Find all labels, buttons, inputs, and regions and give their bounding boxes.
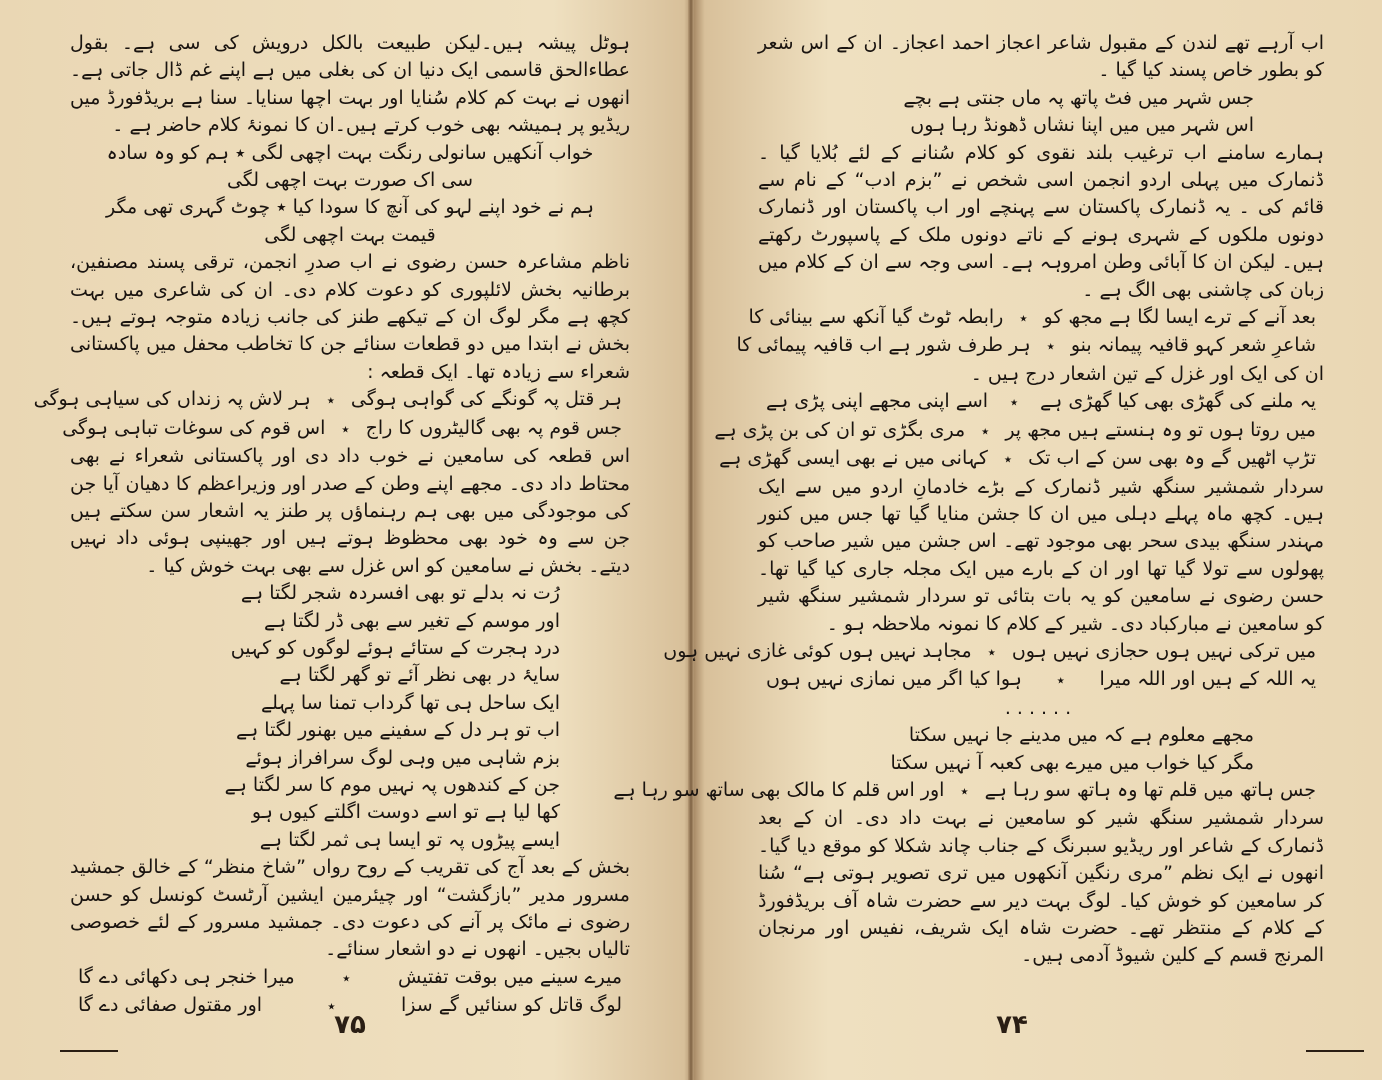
couplet (33, 386, 630, 414)
paragraph: سردار شمشیر سنگھ شیر ڈنمارک کے بڑے خادمانِ اردو میں سے ایک ہیں۔ کچھ ماہ پہلے دہلی میں ان کا جشن منایا گیا تھا جس میں کنور مہندر سنگھ بیدی سحر بھی موجود تھے۔ اس جشن میں شیر صاحب کو پھولوں سے تولا گیا تھا اور ان کے بارے میں ایک مجلہ جاری کیا گیا تھا۔ حسن رضوی نے سامعین کو یہ بات بتائی تو سردار شمشیر سنگھ شیر کو سامعین نے مبارکباد دی۔ شیر کے کلام کا نمونہ ملاحظہ ہو ۔ (758, 475, 1324, 635)
footer-rule (60, 1050, 118, 1052)
paragraph: اب آرہے تھے لندن کے مقبول شاعر اعجاز احمد اعجاز۔ ان کے اس شعر کو بطور خاص پسند کیا گیا ۔ (758, 32, 1324, 82)
misra-second: رابطہ ٹوٹ گیا آنکھ سے بینائی کا (748, 306, 1004, 329)
couplet (613, 777, 1324, 805)
misra-second: میرا خنجر ہی دکھائی دے گا (78, 965, 295, 988)
paragraph: سردار شمشیر سنگھ شیر کو سامعین نے بہت داد دی۔ ان کے بعد ڈنمارک کے شاعر اور ریڈیو سبرنگ کے جناب چاند شکلا کو موقع دیا گیا۔ انھوں نے ایک نظم ”مری رنگین آنکھوں میں تری تصویر ہوتی ہے“ سُنا کر سامعین کو خوش کیا۔ لوگ بہت دیر سے حضرت شاہ آف بریڈفورڈ کے کلام کے منتظر تھے۔ حضرت شاہ ایک شریف، نفیس اور مرنجان المرنج قسم کے کلین شیوڈ آدمی ہیں۔ (758, 807, 1324, 967)
misra-first: میرے سینے میں بوقت تفتیش (397, 965, 622, 988)
couplet-separator: ٭ (1056, 671, 1065, 690)
couplet (736, 332, 1324, 360)
couplet (663, 638, 1324, 666)
couplet-separator: ٭ (326, 391, 335, 410)
verse-line: ایسے پیڑوں پہ تو ایسا ہی ثمر لگتا ہے (259, 828, 560, 851)
left-page (0, 0, 690, 1080)
verse-line: بزم شاہی میں وہی لوگ سرافراز ہوئے (245, 746, 560, 769)
section-dots: ...... (1004, 696, 1078, 719)
verse-line: اس شہر میں میں اپنا نشاں ڈھونڈ رہا ہوں (910, 114, 1254, 137)
couplet-separator: ٭ (342, 968, 351, 987)
couplet (758, 388, 1324, 416)
misra-first: ہر قتل پہ گونگے کی گواہی ہوگی (350, 388, 622, 411)
couplet-separator: ٭ (960, 781, 969, 800)
paragraph: ہمارے سامنے اب ترغیب بلند نقوی کو کلام سُنانے کے لئے بُلایا گیا ۔ ڈنمارک میں پہلی اردو انجمن اسی شخص نے ”بزم ادب“ کے نام سے قائم کی ۔ یہ ڈنمارک پاکستان سے پہنچے اور اب پاکستان اور ڈنمارک دونوں ملکوں کے شہری ہونے کے ناتے دونوں ملک کے پاسپورٹ رکھتے ہیں۔ لیکن ان کا آبائی وطن امروہہ ہے۔ اسی وجہ سے ان کے کلام میں زبان کی چاشنی بھی الگ ہے ۔ (758, 141, 1324, 301)
misra-second: اور مقتول صفائی دے گا (78, 994, 263, 1017)
misra-second: اور اس قلم کا مالک بھی ساتھ سو رہا ہے (613, 778, 945, 801)
couplet-separator: ٭ (327, 997, 336, 1016)
misra-first: لوگ قاتل کو سنائیں گے سزا (400, 994, 622, 1017)
paragraph: ہوٹل پیشہ ہیں۔لیکن طبیعت بالکل درویش کی سی ہے۔ بقول عطاءالحق قاسمی ایک دنیا ان کی بغلی میں ہے اپنے غم ڈال جاتی ہے۔ انھوں نے بہت کم کلام سُنایا اور بہت اچھا سنایا۔ سنا ہے بریڈفورڈ میں ریڈیو پر ہمیشہ بھی خوب کرتے ہیں۔ان کا نمونۂ کلام حاضر ہے ۔ (70, 32, 630, 137)
paragraph: اس قطعہ کی سامعین نے خوب داد دی اور پاکستانی شعراء نے بھی محتاط داد دی۔ مجھے اپنے وطن کے صدر اور وزیراعظم کا دھیان آیا جن کی موجودگی میں بھی ہم رہنماؤں پر طنز یہ اشعار سن سکتے ہیں جن سے وہ خود بھی محظوظ ہوتے ہیں اور جھینپی ہوئی داد نہیں دیتے۔ بخش نے سامعین کو اس غزل سے بھی بہت خوش کیا ۔ (70, 445, 630, 577)
misra-first: یہ ملنے کی گھڑی بھی کیا گھڑی ہے (1040, 390, 1316, 413)
verse-line: ایک ساحل ہی تھا گرداب تمنا سا پہلے (261, 691, 560, 714)
couplet (62, 415, 630, 443)
verse-line: مگر کیا خواب میں میرے بھی کعبہ آ نہیں سکتا (890, 751, 1254, 774)
couplet (758, 666, 1324, 694)
couplet (719, 445, 1324, 473)
misra-first: میں روتا ہوں تو وہ ہنستے ہیں مجھ پر (1005, 418, 1316, 441)
verse-line: اب تو ہر دل کے سفینے میں بھنور لگتا ہے (235, 719, 560, 742)
misra-first: جس قوم پہ بھی گالیٹروں کا راج (365, 416, 622, 439)
misra-second: مجاہد نہیں ہوں کوئی غازی نہیں ہوں (663, 639, 972, 662)
misra-second: اس قوم کی سوغات تباہی ہوگی (62, 416, 326, 439)
misra-first: میں ترکی نہیں ہوں حجازی نہیں ہوں (1011, 639, 1316, 662)
misra-first: یہ اللہ کے ہیں اور اللہ میرا (1099, 668, 1316, 691)
verse-line: سایۂ در بھی نظر آئے تو گھر لگتا ہے (279, 664, 560, 687)
couplet-separator: ٭ (987, 642, 996, 661)
paragraph: بخش کے بعد آج کی تقریب کے روح رواں ”شاخ منظر“ کے خالق جمشید مسرور مدیر ”بازگشت“ اور چیئرمین ایشین آرٹسٹ کونسل کو حسن رضوی نے مائک پر آنے کی دعوت دی۔ جمشید مسرور کے لئے خصوصی تالیاں بجیں۔ انھوں نے دو اشعار سنائے۔ (70, 856, 630, 961)
verse-line: جس شہر میں فٹ پاتھ پہ ماں جنتی ہے بچے (903, 86, 1254, 109)
left-page-text (33, 30, 630, 1021)
verse-line: رُت نہ بدلے تو بھی افسردہ شجر لگتا ہے (240, 582, 560, 605)
verse-line: جن کے کندھوں پہ نہیں موم کا سر لگتا ہے (224, 773, 560, 796)
misra-second: کہانی میں نے بھی ایسی گھڑی ہے (719, 447, 988, 470)
verse-line: کھا لیا ہے تو اسے دوست اگلتے کیوں ہو (251, 801, 560, 824)
couplet-separator: ٭ (1046, 337, 1055, 356)
verse-line: اور موسم کے تغیر سے بھی ڈر لگتا ہے (264, 609, 560, 632)
misra-first: شاعرِ شعر کہو قافیہ پیمانہ بنو (1070, 334, 1316, 357)
misra-first: بعد آنے کے ترے ایسا لگا ہے مجھ کو (1043, 306, 1316, 329)
couplet-separator: ٭ (341, 419, 350, 438)
misra-first: جس ہاتھ میں قلم تھا وہ ہاتھ سو رہا ہے (984, 778, 1316, 801)
misra-second: مری بگڑی تو ان کی بن پڑی ہے (714, 418, 966, 441)
misra-second: ہر طرف شور ہے اب قافیہ پیمائی کا (736, 334, 1031, 357)
right-page-text (613, 30, 1324, 970)
misra-second: اسے اپنی مجھے اپنی پڑی ہے (766, 390, 989, 413)
verse-line: ہم نے خود اپنے لہو کی آنچ کا سودا کیا ٭ چوٹ گہری تھی مگر قیمت بہت اچھی لگی (106, 196, 594, 246)
couplet-separator: ٭ (1009, 393, 1019, 412)
couplet-separator: ٭ (1019, 309, 1028, 328)
misra-first: تڑپ اٹھیں گے وہ بھی سن کے اب تک (1028, 447, 1316, 470)
right-page (613, 0, 1382, 1080)
couplet (748, 304, 1324, 332)
footer-rule (1306, 1050, 1364, 1052)
verse-line: درد ہجرت کے ستائے ہوئے لوگوں کو کہیں (230, 636, 560, 659)
page-number: ۷۴ (996, 1010, 1028, 1040)
verse-line: مجھے معلوم ہے کہ میں مدینے جا نہیں سکتا (908, 724, 1254, 747)
couplet-separator: ٭ (1003, 450, 1013, 469)
paragraph: ناظم مشاعرہ حسن رضوی نے اب صدرِ انجمن، ترقی پسند مصنفین، برطانیہ بخش لائلپوری کو دعوت کلام دی۔ ان کی شاعری میں بہت کچھ ہے مگر لوگ ان کے تیکھے طنز کی جانب زیادہ متوجہ ہوتے ہیں۔ بخش نے ابتدا میں دو قطعات سنائے جن کا تخاطب محفل میں پاکستانی شعراء سے زیادہ تھا۔ ایک قطعہ : (70, 251, 630, 383)
paragraph: ان کی ایک اور غزل کے تین اشعار درج ہیں ۔ (970, 362, 1324, 385)
misra-second: ہوا کیا اگر میں نمازی نہیں ہوں (766, 668, 1022, 691)
couplet (70, 964, 630, 992)
misra-second: ہر لاش پہ زنداں کی سیاہی ہوگی (33, 388, 311, 411)
page-number: ۷۵ (334, 1010, 366, 1040)
couplet-separator: ٭ (981, 421, 990, 440)
verse-line: خواب آنکھیں سانولی رنگت بہت اچھی لگی ٭ ہم کو وہ سادہ سی اک صورت بہت اچھی لگی (106, 141, 594, 192)
couplet (714, 417, 1324, 445)
